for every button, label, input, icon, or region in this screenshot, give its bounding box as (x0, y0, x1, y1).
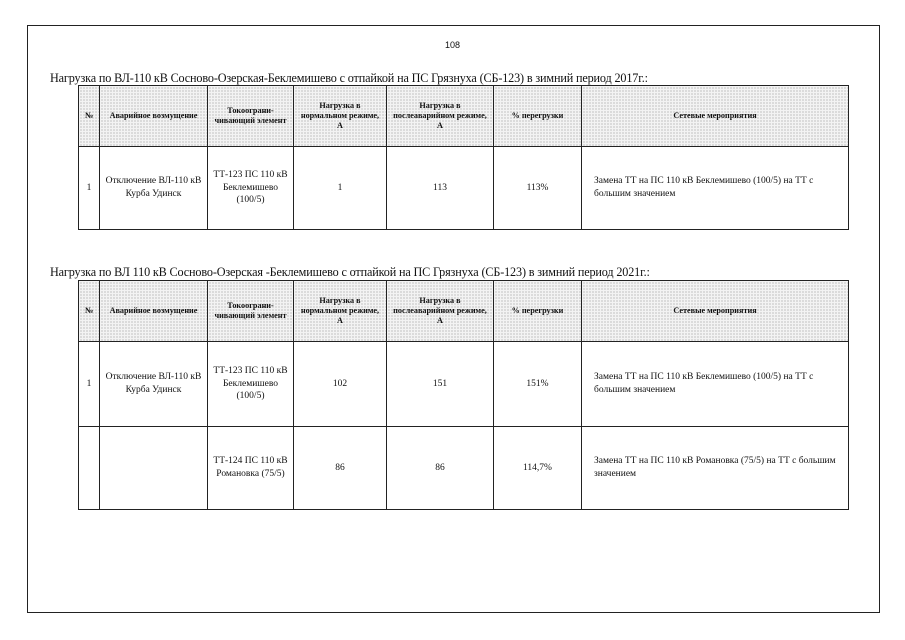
table-header-row (79, 86, 849, 147)
table-row (79, 427, 849, 510)
table-2021 (78, 280, 849, 510)
header-element: Токоограни-чивающий элемент (208, 86, 294, 147)
cell-post-fault-load: 113 (387, 147, 494, 230)
header-disturbance: Аварийное возмущение (100, 86, 208, 147)
cell-disturbance (100, 427, 208, 510)
header-measures: Сетевые мероприятия (582, 281, 849, 342)
header-normal-load: Нагрузка в нормальном режиме, А (294, 281, 387, 342)
cell-num: 1 (79, 147, 100, 230)
table-header-row (79, 281, 849, 342)
cell-overload: 113% (494, 147, 582, 230)
cell-disturbance: Отключение ВЛ-110 кВ Курба Удинск (100, 147, 208, 230)
table-row (79, 342, 849, 427)
header-num: № (79, 86, 100, 147)
header-normal-load: Нагрузка в нормальном режиме, А (294, 86, 387, 147)
cell-overload: 151% (494, 342, 582, 427)
cell-post-fault-load: 86 (387, 427, 494, 510)
cell-num (79, 427, 100, 510)
cell-normal-load: 102 (294, 342, 387, 427)
cell-disturbance: Отключение ВЛ-110 кВ Курба Удинск (100, 342, 208, 427)
cell-post-fault-load: 151 (387, 342, 494, 427)
cell-element: ТТ-123 ПС 110 кВ Беклемишево (100/5) (208, 342, 294, 427)
page-number: 108 (444, 40, 461, 50)
cell-element: ТТ-123 ПС 110 кВ Беклемишево (100/5) (208, 147, 294, 230)
header-post-fault-load: Нагрузка в послеаварийном режиме, А (387, 86, 494, 147)
header-post-fault-load: Нагрузка в послеаварийном режиме, А (387, 281, 494, 342)
cell-measures: Замена ТТ на ПС 110 кВ Романовка (75/5) на ТТ с большим значением (582, 427, 849, 510)
cell-element: ТТ-124 ПС 110 кВ Романовка (75/5) (208, 427, 294, 510)
cell-normal-load: 1 (294, 147, 387, 230)
header-overload: % перегрузки (494, 86, 582, 147)
header-measures: Сетевые мероприятия (582, 86, 849, 147)
caption-2017: Нагрузка по ВЛ-110 кВ Сосново-Озерская-Беклемишево с отпайкой на ПС Грязнуха (СБ-123) в зимний период 2017г.: (50, 71, 648, 85)
header-disturbance: Аварийное возмущение (100, 281, 208, 342)
table-row (79, 147, 849, 230)
cell-normal-load: 86 (294, 427, 387, 510)
cell-overload: 114,7% (494, 427, 582, 510)
cell-num: 1 (79, 342, 100, 427)
header-num: № (79, 281, 100, 342)
header-element: Токоограни-чивающий элемент (208, 281, 294, 342)
table-2017 (78, 85, 849, 230)
header-overload: % перегрузки (494, 281, 582, 342)
caption-2021: Нагрузка по ВЛ 110 кВ Сосново-Озерская -Беклемишево с отпайкой на ПС Грязнуха (СБ-123) в зимний период 2021г.: (50, 265, 650, 279)
cell-measures: Замена ТТ на ПС 110 кВ Беклемишево (100/5) на ТТ с большим значением (582, 147, 849, 230)
cell-measures: Замена ТТ на ПС 110 кВ Беклемишево (100/5) на ТТ с большим значением (582, 342, 849, 427)
